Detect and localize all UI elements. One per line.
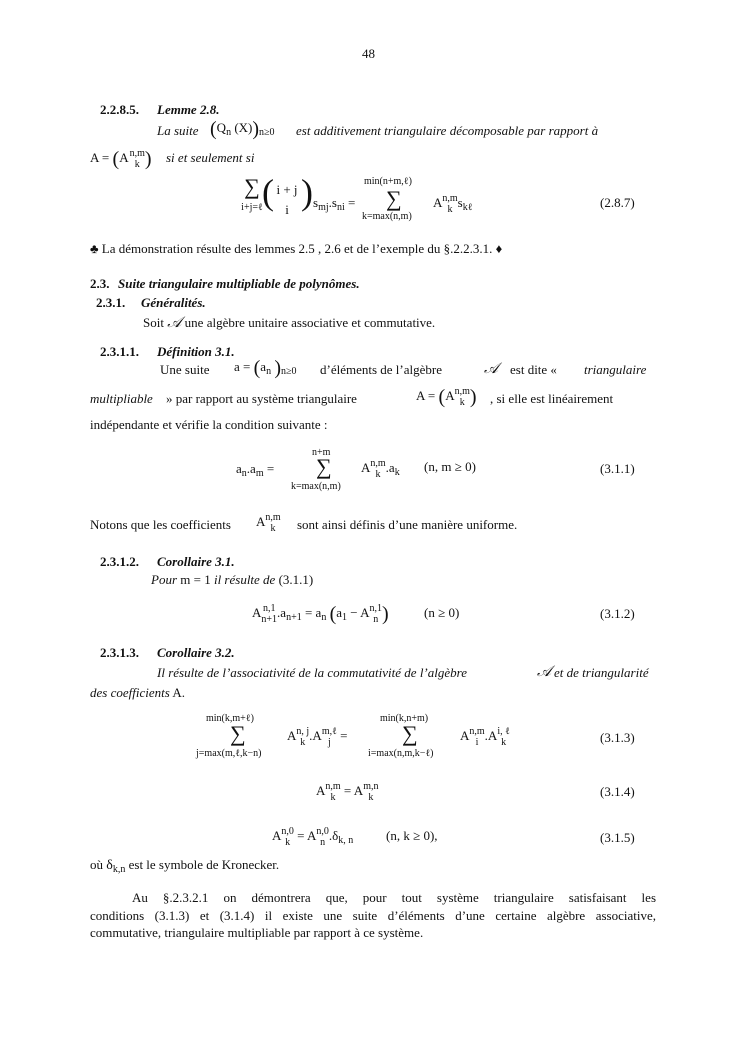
- eq311-lhs: $a_n.a_m$ =: [236, 461, 275, 479]
- binom-bottom: i: [285, 202, 289, 217]
- sec-2312-line-ref: (3.1.1): [278, 572, 314, 587]
- eq311-cond: (n, m ≥ 0): [424, 459, 476, 474]
- A-def-formula: A = (An,m k ): [90, 147, 152, 170]
- sec-2311-title: Définition 3.1.: [157, 344, 235, 359]
- sec-2311-line2-it: multipliable: [90, 391, 153, 406]
- eq314: An,m k = Am,n k: [316, 781, 379, 803]
- sec-2311-line2-a: » par rapport au système triangulaire: [166, 391, 357, 406]
- algebra-symbol: 𝒜: [167, 315, 182, 331]
- eq287-rhs-sigma: ∑: [386, 186, 402, 211]
- eq311-sigma: ∑: [316, 454, 332, 479]
- eq287-lhs-sum: ∑ i+j=ℓ: [232, 176, 272, 213]
- notons-coef: An,m k: [256, 512, 281, 534]
- eq315-cond: (n, k ≥ 0),: [386, 828, 438, 843]
- eq287-number: (2.8.7): [600, 195, 635, 210]
- eq313-under1: j=max(m,ℓ,k−n): [196, 748, 262, 759]
- sec-2313-line2-a: des coefficients: [90, 685, 170, 700]
- final-paragraph-line2: conditions (3.1.3) et (3.1.4) il existe une suite d’éléments d’une certaine algèbre associative,: [90, 908, 656, 923]
- eq315-number: (3.1.5): [600, 830, 635, 845]
- proof-text: La démonstration résulte des lemmes 2.5 , 2.6 et de l’exemple du §.2.2.3.1.: [101, 241, 493, 256]
- sec-2285-number: 2.2.8.5.: [100, 102, 139, 117]
- eq313-over1: min(k,m+ℓ): [206, 713, 254, 724]
- eq312-cond: (n ≥ 0): [424, 605, 460, 620]
- eq312-number: (3.1.2): [600, 606, 635, 621]
- sec-23-title: Suite triangulaire multipliable de polynômes.: [118, 276, 360, 291]
- sec-2311-line1-a: Une suite: [160, 362, 210, 377]
- eq287-lhs-tail: $s_{mj}.s_{ni}$ =: [313, 195, 356, 213]
- kron-a: où: [90, 857, 103, 872]
- eq313-sigma1: ∑: [230, 721, 246, 746]
- eq287-rhs-term: An,m k $s_{k\ell}$: [433, 193, 473, 215]
- final-paragraph-line3: commutative, triangulaire multipliable par rapport à ce système.: [90, 925, 424, 940]
- sec-2285-line1-b: est additivement triangulaire décomposable par rapport à: [296, 123, 599, 138]
- final-paragraph-line1: Au §.2.3.2.1 on démontrera que, pour tout système triangulaire satisfaisant les: [132, 890, 656, 905]
- sec-2313-line2-A: A: [172, 685, 182, 700]
- eq311-number: (3.1.1): [600, 461, 635, 476]
- eq287-lhs-sum-under: i+j=ℓ: [241, 202, 263, 213]
- eq313-number: (3.1.3): [600, 730, 635, 745]
- sec-2313-line1-a: Il résulte de l’associativité de la commutativité de l’algèbre: [157, 665, 467, 680]
- binom-left-paren: (: [262, 172, 274, 212]
- eq287-rhs-under: k=max(n,m): [362, 211, 412, 222]
- eq313-sigma2: ∑: [402, 721, 418, 746]
- sec-2313-title: Corollaire 3.2.: [157, 645, 235, 660]
- algebra-symbol-2: 𝒜: [484, 361, 499, 377]
- club-symbol: ♣: [90, 241, 99, 256]
- eq313-under2: i=max(n,m,k−ℓ): [368, 748, 434, 759]
- seq-Q-formula: ($Q_n$ $(X))_{n\ge 0}$: [210, 118, 275, 140]
- sec-2285-line1-a: La suite: [157, 123, 199, 138]
- sec-2312-number: 2.3.1.2.: [100, 554, 139, 569]
- proof-line: [90, 241, 502, 257]
- sec-231-title: Généralités.: [141, 295, 206, 310]
- sec-2312-line: [151, 572, 313, 588]
- A-def-formula-2: A = (An,m k ): [416, 385, 477, 408]
- kron-b: est le symbole de Kronecker.: [128, 857, 280, 872]
- sec-2311-line2-b: , si elle est linéairement: [490, 391, 614, 406]
- sec-231-number: 2.3.1.: [96, 295, 126, 310]
- diamond-symbol: ♦: [495, 241, 503, 256]
- kronecker-line: où $\delta_{k,n}$ est le symbole de Kronecker.: [90, 857, 280, 875]
- sec-2312-line-b: il résulte de: [213, 572, 276, 587]
- sec-2312-title: Corollaire 3.1.: [157, 554, 235, 569]
- sec-2311-line1-b: d’éléments de l’algèbre: [320, 362, 442, 377]
- sec-23-number: 2.3.: [90, 276, 110, 291]
- sec-2313-line2: des coefficients A.: [90, 685, 185, 700]
- binom-right-paren: ): [301, 172, 313, 212]
- eq313-over2: min(k,n+m): [380, 713, 429, 724]
- seq-a-formula: $a = (a_n$ )$_{n\ge 0}$: [234, 357, 297, 379]
- notons-text-b: sont ainsi définis d’une manière uniforme.: [297, 517, 518, 532]
- sec-2311-line1-it: triangulaire: [584, 362, 647, 377]
- sec-231-text-a: Soit: [143, 315, 164, 330]
- sec-2312-line-m: m = 1: [180, 572, 211, 587]
- eq315: An,0 k = An,0 n $.\delta_{k, n}$: [272, 826, 354, 848]
- algebra-symbol-3: 𝒜: [537, 664, 552, 680]
- sec-2311-number: 2.3.1.1.: [100, 344, 139, 359]
- sec-231-text: [143, 314, 435, 332]
- eq313-term1: An, j k .Am,ℓ j =: [287, 726, 348, 748]
- sec-2311-line1-c: est dite «: [510, 362, 557, 377]
- eq287-binomial: [272, 180, 302, 220]
- sec-2285-line2-b: si et seulement si: [166, 150, 255, 165]
- sec-2313-number: 2.3.1.3.: [100, 645, 139, 660]
- eq287-rhs-over: min(n+m,ℓ): [364, 176, 412, 187]
- sec-2312-line-a: Pour: [151, 572, 177, 587]
- sec-231-text-b: une algèbre unitaire associative et commutative.: [184, 315, 436, 330]
- eq314-number: (3.1.4): [600, 784, 635, 799]
- eq311-over: n+m: [312, 447, 331, 458]
- notons-text-a: Notons que les coefficients: [90, 517, 231, 532]
- eq311-term: An,m k $.a_k$: [361, 458, 400, 480]
- sec-2285-title: Lemme 2.8.: [157, 102, 220, 117]
- binom-top: i + j: [276, 182, 298, 197]
- eq312: A n,1 $n+1.a_{n+1} = a_n$ ($a_1 - An,1$ n ): [252, 602, 389, 625]
- eq313-term2: An,m i .Ai, ℓ k: [460, 726, 510, 748]
- sec-2313-line1-b: et de triangularité: [554, 665, 649, 680]
- eq311-under: k=max(n,m): [291, 481, 341, 492]
- sec-2311-line3: indépendante et vérifie la condition suivante :: [90, 417, 328, 432]
- page-number: 48: [362, 46, 375, 61]
